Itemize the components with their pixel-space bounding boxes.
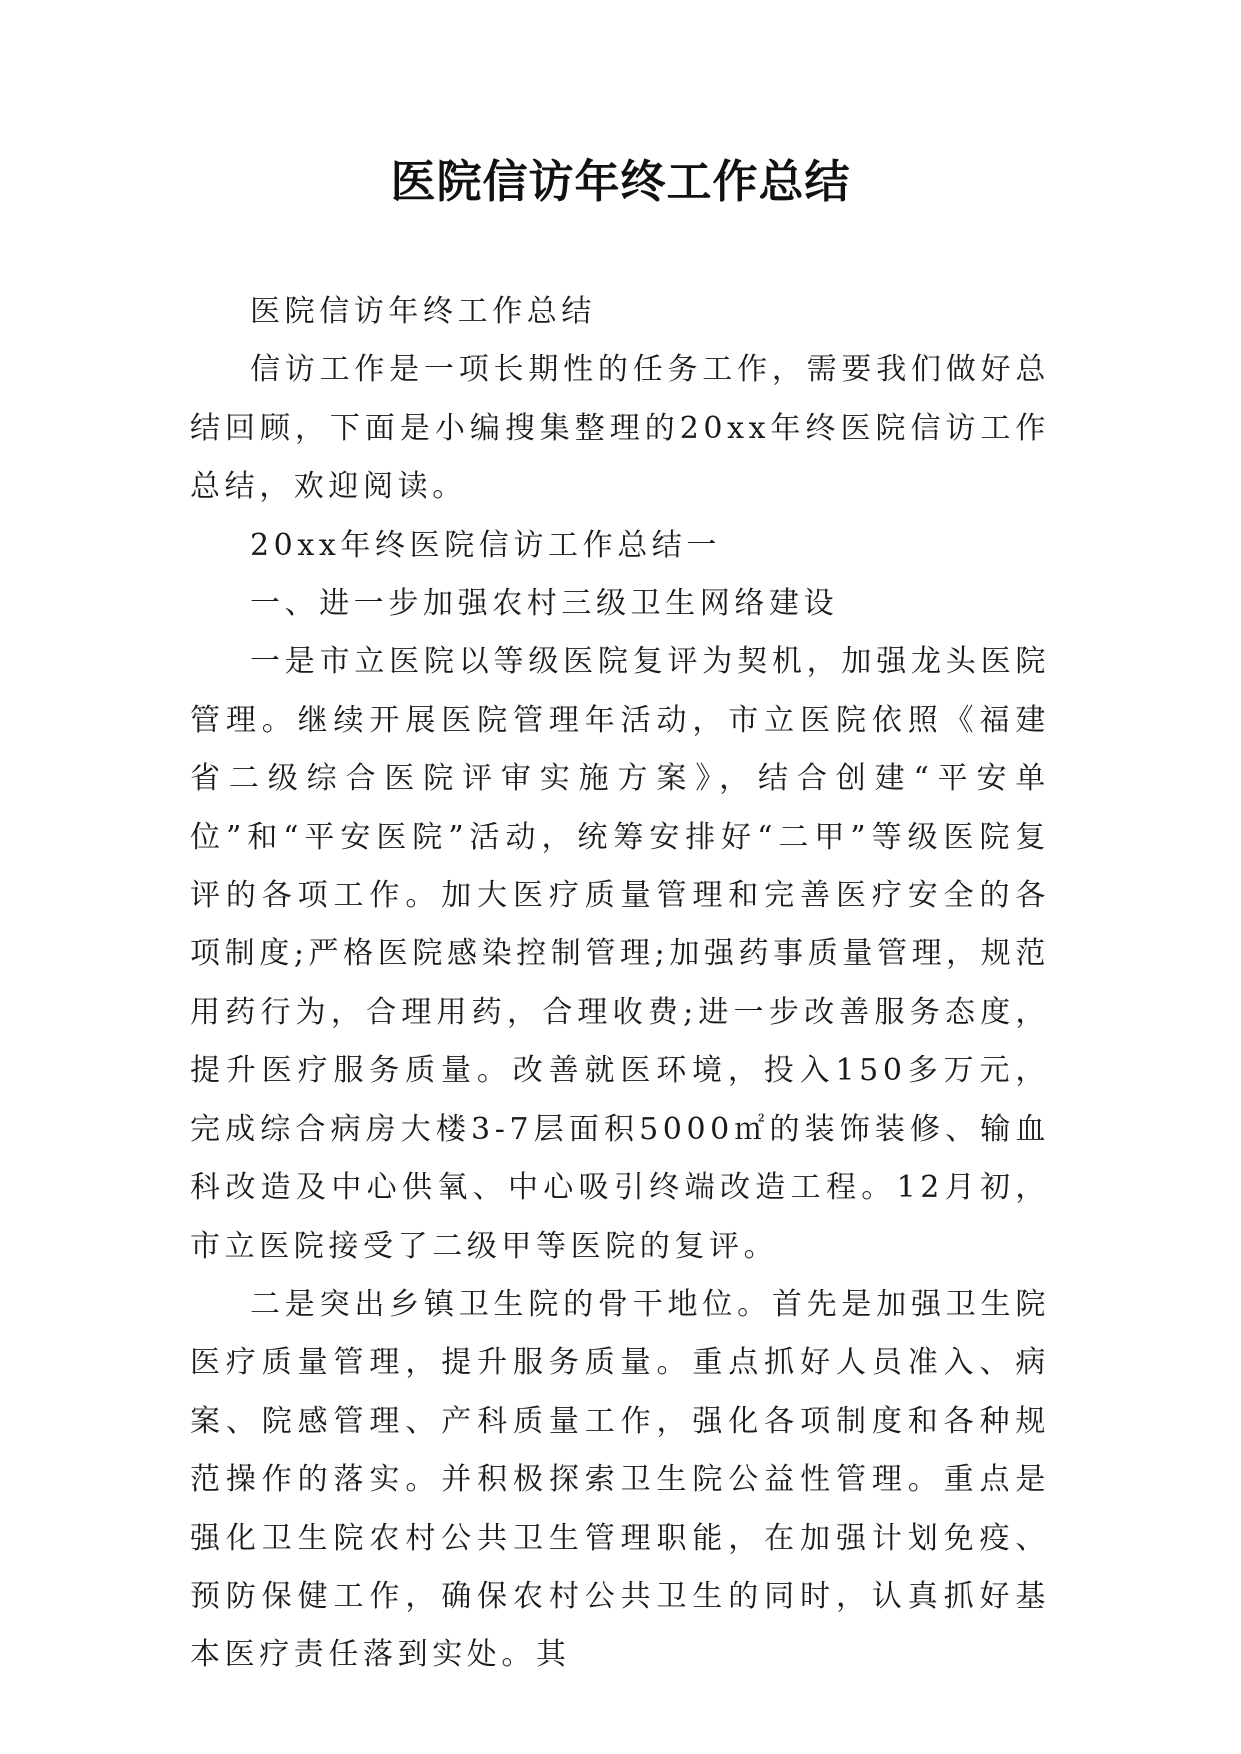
document-title: 医院信访年终工作总结 (390, 155, 851, 208)
paragraph-section-heading: 20xx年终医院信访工作总结一 (250, 527, 722, 563)
paragraph-body: 一是市立医院以等级医院复评为契机，加强龙头医院管理。继续开展医院管理年活动，市立医院依照《福建省二级综合医院评审实施方案》，结合创建“平安单位”和“平安医院”活动，统筹安排好“二甲”等级医院复评的各项工作。加大医疗质量管理和完善医疗安全的各项制度;严格医院感染控制管理;加强药事质量管理，规范用药行为，合理用药，合理收费;进一步改善服务态度，提升医疗服务质量。改善就医环境，投入150多万元，完成综合病房大楼3-7层面积5000㎡的装饰装修、输血科改造及中心供氧、中心吸引终端改造工程。12月初，市立医院接受了二级甲等医院的复评。 (190, 644, 1050, 1264)
document-body (190, 283, 1050, 1685)
paragraph-subheading: 一、进一步加强农村三级卫生网络建设 (250, 586, 839, 622)
paragraph-body: 二是突出乡镇卫生院的骨干地位。首先是加强卫生院医疗质量管理，提升服务质量。重点抓好人员准入、病案、院感管理、产科质量工作，强化各项制度和各种规范操作的落实。并积极探索卫生院公益性管理。重点是强化卫生院农村公共卫生管理职能，在加强计划免疫、预防保健工作，确保农村公共卫生的同时，认真抓好基本医疗责任落到实处。其 (190, 1286, 1050, 1673)
paragraph-intro: 信访工作是一项长期性的任务工作，需要我们做好总结回顾，下面是小编搜集整理的20xx年终医院信访工作总结，欢迎阅读。 (190, 352, 1050, 505)
paragraph-subtitle: 医院信访年终工作总结 (250, 294, 596, 329)
